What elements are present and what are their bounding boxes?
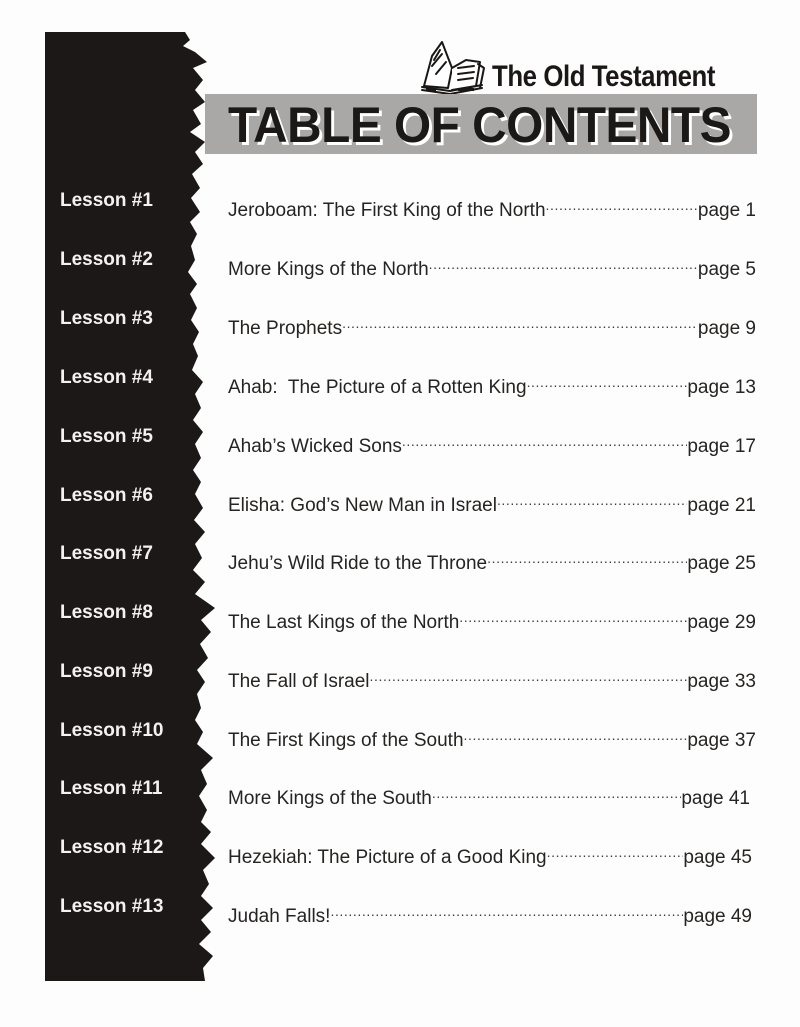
page-reference: page 29 [687, 612, 756, 633]
lesson-title: The First Kings of the South [228, 730, 464, 751]
lesson-title: Ahab: The Picture of a Rotten King [228, 377, 527, 398]
page-reference: page 21 [687, 495, 756, 516]
toc-row [0, 892, 800, 927]
toc-row [0, 304, 800, 339]
dot-leader [464, 716, 688, 746]
toc-row [0, 245, 800, 280]
dot-leader [370, 657, 688, 687]
lesson-label: Lesson #6 [60, 485, 153, 506]
dot-leader [342, 304, 698, 334]
page-reference: page 1 [697, 200, 756, 221]
page-reference: page 45 [683, 847, 752, 868]
toc-entry [228, 186, 756, 226]
lesson-title: Elisha: God’s New Man in Israel [228, 495, 497, 516]
page-reference: page 17 [687, 436, 756, 457]
lesson-label: Lesson #2 [60, 249, 153, 270]
dot-leader [546, 186, 698, 216]
lesson-label: Lesson #12 [60, 837, 164, 858]
dot-leader [429, 245, 698, 275]
toc-entry [228, 833, 752, 873]
lesson-title: Jeroboam: The First King of the North [228, 200, 546, 221]
toc-entry [228, 245, 756, 285]
toc-entry [228, 598, 756, 638]
page-reference: page 41 [681, 788, 750, 809]
page-reference: page 9 [697, 318, 756, 339]
book-subtitle: The Old Testament [492, 60, 716, 93]
page-title: TABLE OF CONTENTS [228, 97, 731, 153]
toc-entry [228, 716, 756, 756]
lesson-title: The Fall of Israel [228, 671, 370, 692]
toc-entry [228, 363, 756, 403]
lesson-label: Lesson #5 [60, 426, 153, 447]
toc-row [0, 422, 800, 457]
lesson-title: The Last Kings of the North [228, 612, 460, 633]
toc-entry [228, 657, 756, 697]
page-reference: page 37 [687, 730, 756, 751]
dot-leader [547, 833, 684, 863]
toc-row [0, 481, 800, 516]
dot-leader [432, 774, 681, 804]
lesson-title: Ahab’s Wicked Sons [228, 436, 402, 457]
page-reference: page 33 [687, 671, 756, 692]
toc-entry [228, 304, 756, 344]
toc-row [0, 539, 800, 574]
dot-leader [459, 598, 687, 628]
toc-entry [228, 422, 756, 462]
page-reference: page 5 [697, 259, 756, 280]
lesson-title: Jehu’s Wild Ride to the Throne [228, 553, 488, 574]
lesson-label: Lesson #9 [60, 661, 153, 682]
toc-row [0, 657, 800, 692]
toc-row [0, 774, 800, 809]
toc-entry [228, 539, 756, 579]
toc-entry [228, 774, 750, 814]
lesson-label: Lesson #8 [60, 602, 153, 623]
toc-entry [228, 892, 752, 932]
lesson-title: Judah Falls! [228, 906, 331, 927]
lesson-label: Lesson #1 [60, 190, 153, 211]
page-reference: page 49 [683, 906, 752, 927]
toc-entry [228, 481, 756, 521]
lesson-label: Lesson #3 [60, 308, 153, 329]
toc-row [0, 833, 800, 868]
toc-row [0, 716, 800, 751]
lesson-label: Lesson #13 [60, 896, 164, 917]
page-reference: page 13 [687, 377, 756, 398]
dot-leader [497, 481, 687, 511]
lesson-title: Hezekiah: The Picture of a Good King [228, 847, 547, 868]
toc-row [0, 186, 800, 221]
toc-row [0, 363, 800, 398]
lesson-title: More Kings of the South [228, 788, 432, 809]
dot-leader [330, 892, 683, 922]
lesson-label: Lesson #7 [60, 543, 153, 564]
dot-leader [527, 363, 688, 393]
lesson-label: Lesson #10 [60, 720, 164, 741]
page-reference: page 25 [687, 553, 756, 574]
dot-leader [402, 422, 687, 452]
lesson-label: Lesson #4 [60, 367, 153, 388]
dot-leader [487, 539, 687, 569]
toc-row [0, 598, 800, 633]
open-book-icon [418, 38, 488, 96]
lesson-label: Lesson #11 [60, 778, 163, 799]
lesson-title: The Prophets [228, 318, 343, 339]
lesson-title: More Kings of the North [228, 259, 429, 280]
header-subtitle-row [418, 36, 751, 96]
